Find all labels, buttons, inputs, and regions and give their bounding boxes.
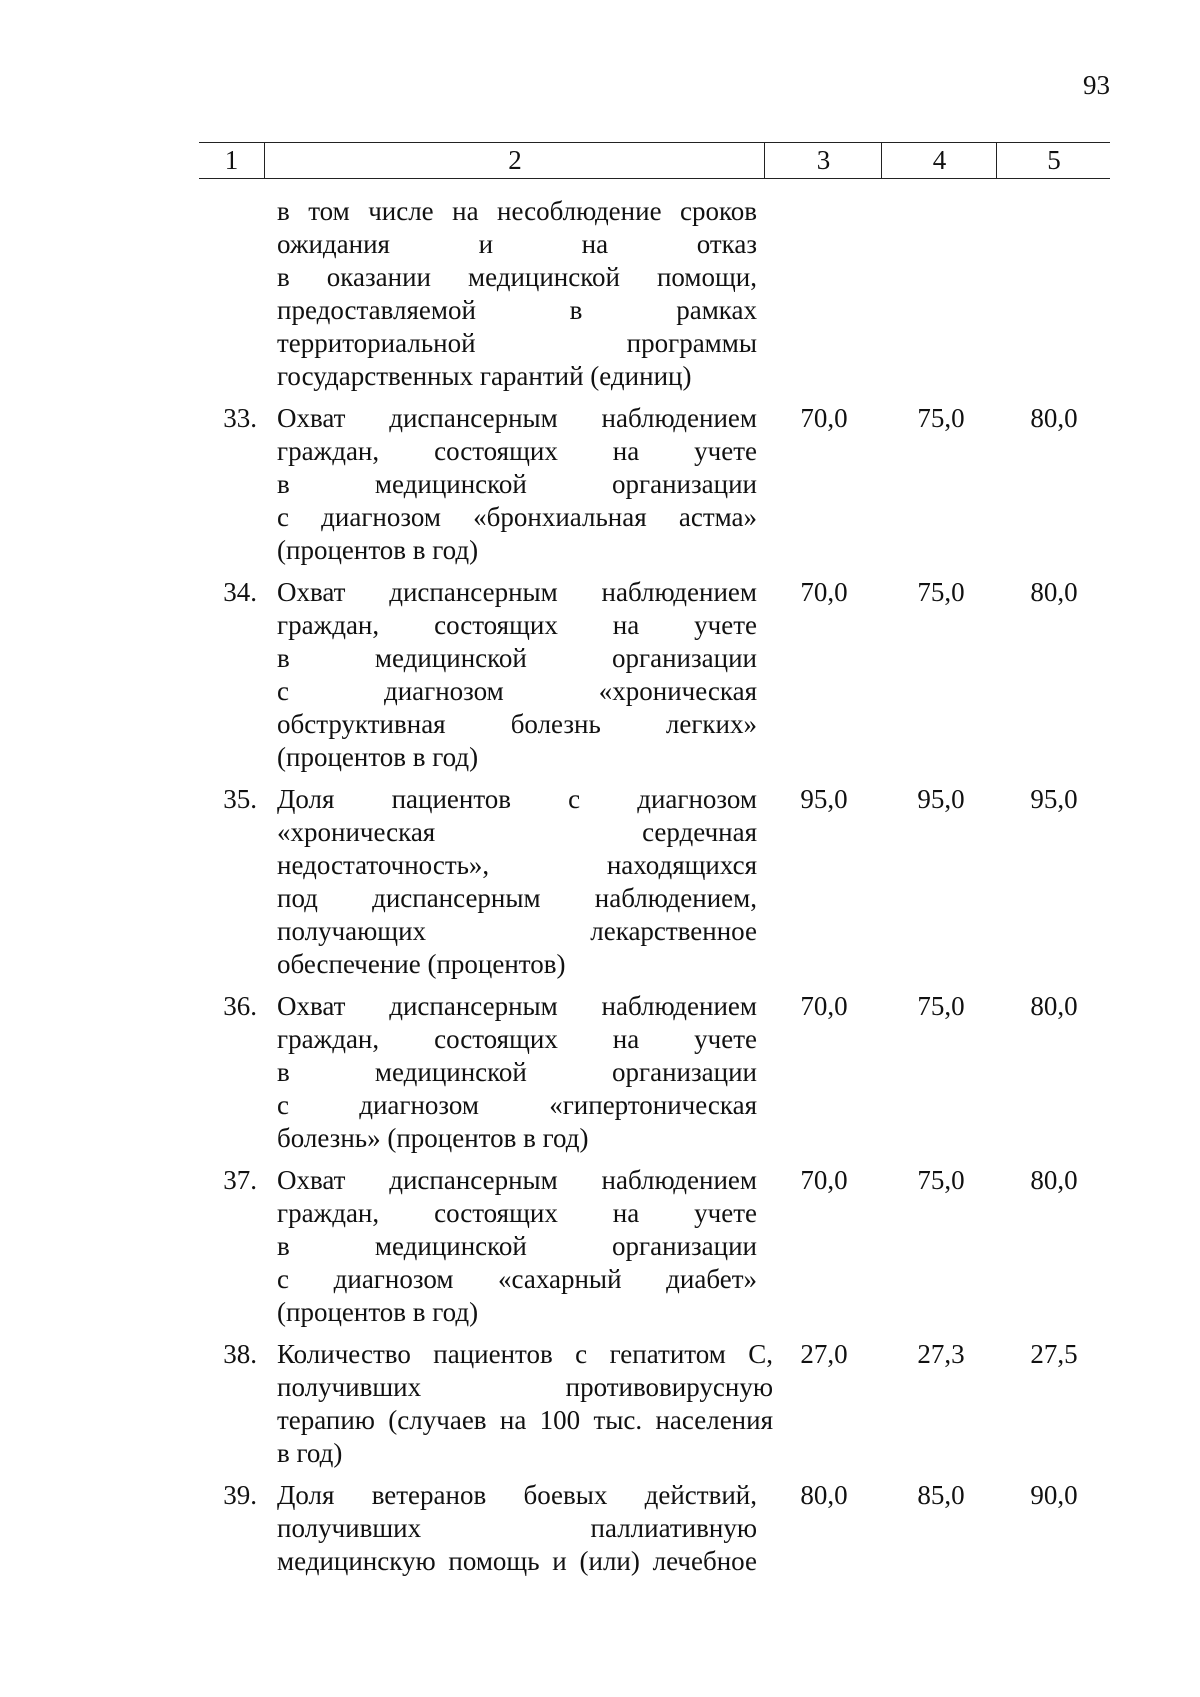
description-line: недостаточность», находящихся xyxy=(277,850,757,880)
value-col-4: 95,0 xyxy=(917,784,965,814)
description-line: медицинскую помощь и (или) лечебное xyxy=(277,1546,757,1576)
description-line: государственных гарантий (единиц) xyxy=(277,361,692,391)
row-description xyxy=(277,195,757,393)
description-line: граждан, состоящих на учете xyxy=(277,436,757,466)
description-line: предоставляемой в рамках xyxy=(277,295,757,325)
value-col-5: 90,0 xyxy=(1030,1480,1078,1510)
value-col-3: 70,0 xyxy=(800,991,848,1021)
value-col-3: 70,0 xyxy=(800,1165,848,1195)
description-line: получающих лекарственное xyxy=(277,916,757,946)
row-number: 39. xyxy=(223,1480,257,1510)
row-number: 36. xyxy=(223,991,257,1021)
description-line: (процентов в год) xyxy=(277,1297,479,1327)
description-line: терапию (случаев на 100 тыс. населения xyxy=(277,1405,773,1435)
description-line: в том числе на несоблюдение сроков xyxy=(277,196,757,226)
description-line: Охват диспансерным наблюдением xyxy=(277,403,757,433)
value-col-4: 85,0 xyxy=(917,1480,965,1510)
value-col-5: 80,0 xyxy=(1030,1165,1078,1195)
row-number: 35. xyxy=(223,784,257,814)
value-col-5: 80,0 xyxy=(1030,991,1078,1021)
row-number: 37. xyxy=(223,1165,257,1195)
description-line: граждан, состоящих на учете xyxy=(277,610,757,640)
description-line: граждан, состоящих на учете xyxy=(277,1024,757,1054)
header-col-2: 2 xyxy=(264,143,765,178)
description-line: с диагнозом «хроническая xyxy=(277,676,757,706)
table-row xyxy=(199,1479,1110,1578)
value-col-5: 27,5 xyxy=(1030,1339,1078,1369)
description-line: с диагнозом «бронхиальная астма» xyxy=(277,502,757,532)
description-line: в оказании медицинской помощи, xyxy=(277,262,757,292)
value-col-3: 27,0 xyxy=(800,1339,848,1369)
table-body xyxy=(199,195,1110,1587)
table-row xyxy=(199,783,1110,981)
value-col-4: 75,0 xyxy=(917,577,965,607)
header-col-4: 4 xyxy=(881,143,997,178)
row-description xyxy=(277,402,757,567)
description-line: Доля ветеранов боевых действий, xyxy=(277,1480,757,1510)
description-line: в медицинской организации xyxy=(277,469,757,499)
description-line: болезнь» (процентов в год) xyxy=(277,1123,589,1153)
description-line: обеспечение (процентов) xyxy=(277,949,566,979)
description-line: граждан, состоящих на учете xyxy=(277,1198,757,1228)
value-col-5: 80,0 xyxy=(1030,577,1078,607)
description-line: в медицинской организации xyxy=(277,1057,757,1087)
row-description xyxy=(277,1338,773,1470)
value-col-3: 80,0 xyxy=(800,1480,848,1510)
row-description xyxy=(277,1479,757,1578)
row-number: 33. xyxy=(223,403,257,433)
header-col-3: 3 xyxy=(764,143,882,178)
description-line: (процентов в год) xyxy=(277,742,479,772)
description-line: (процентов в год) xyxy=(277,535,479,565)
table-row xyxy=(199,195,1110,393)
value-col-5: 95,0 xyxy=(1030,784,1078,814)
description-line: под диспансерным наблюдением, xyxy=(277,883,757,913)
table-row xyxy=(199,1164,1110,1329)
description-line: в медицинской организации xyxy=(277,1231,757,1261)
description-line: Охват диспансерным наблюдением xyxy=(277,577,757,607)
row-description xyxy=(277,576,757,774)
description-line: получивших противовирусную xyxy=(277,1372,773,1402)
value-col-3: 95,0 xyxy=(800,784,848,814)
row-number: 38. xyxy=(223,1339,257,1369)
table-row xyxy=(199,402,1110,567)
value-col-5: 80,0 xyxy=(1030,403,1078,433)
header-col-1: 1 xyxy=(224,145,239,175)
value-col-4: 27,3 xyxy=(917,1339,965,1369)
description-line: ожидания и на отказ xyxy=(277,229,757,259)
row-description xyxy=(277,990,757,1155)
page-number: 93 xyxy=(1083,70,1110,100)
description-line: получивших паллиативную xyxy=(277,1513,757,1543)
description-line: Количество пациентов с гепатитом С, xyxy=(277,1339,773,1369)
row-description xyxy=(277,783,757,981)
description-line: с диагнозом «сахарный диабет» xyxy=(277,1264,757,1294)
description-line: территориальной программы xyxy=(277,328,757,358)
description-line: Охват диспансерным наблюдением xyxy=(277,1165,757,1195)
row-number: 34. xyxy=(223,577,257,607)
header-col-5: 5 xyxy=(996,143,1111,178)
description-line: «хроническая сердечная xyxy=(277,817,757,847)
value-col-4: 75,0 xyxy=(917,403,965,433)
description-line: с диагнозом «гипертоническая xyxy=(277,1090,757,1120)
table-row xyxy=(199,990,1110,1155)
description-line: в год) xyxy=(277,1438,343,1468)
value-col-3: 70,0 xyxy=(800,403,848,433)
row-description xyxy=(277,1164,757,1329)
value-col-3: 70,0 xyxy=(800,577,848,607)
value-col-4: 75,0 xyxy=(917,991,965,1021)
table-row xyxy=(199,576,1110,774)
description-line: Доля пациентов с диагнозом xyxy=(277,784,757,814)
value-col-4: 75,0 xyxy=(917,1165,965,1195)
description-line: в медицинской организации xyxy=(277,643,757,673)
table-row xyxy=(199,1338,1110,1470)
description-line: Охват диспансерным наблюдением xyxy=(277,991,757,1021)
table-header-row xyxy=(199,142,1110,179)
description-line: обструктивная болезнь легких» xyxy=(277,709,757,739)
